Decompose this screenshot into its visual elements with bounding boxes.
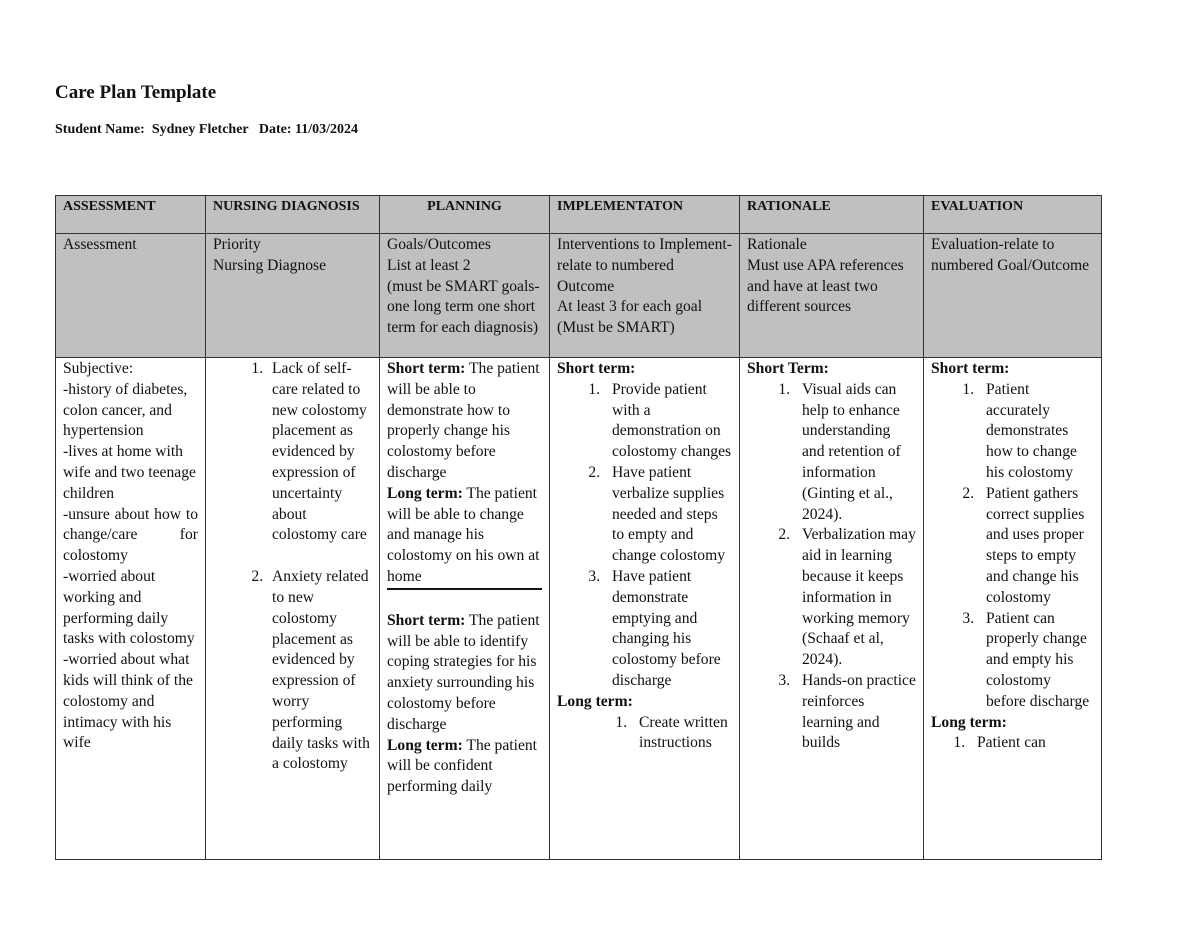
evaluation-long-list [931,733,1094,754]
header-rationale: RATIONALE [740,196,924,234]
rationale-list [747,380,916,754]
subheader-implementation: Interventions to Implement-relate to numbered Outcome At least 3 for each goal (Must be SMART) [550,234,740,358]
assessment-item: -worried about what kids will think of the colostomy and intimacy with his wife [63,651,193,752]
diagnosis-item: 2. Anxiety related to new colostomy placement as evidenced by expression of worry performing daily tasks with a colostomy [267,567,372,775]
planning-term-label: Long term: [387,736,463,754]
planning-term-label: Long term: [387,484,463,502]
evaluation-item: 1. Patient can [969,733,1094,754]
rationale-item: 2. Verbalization may aid in learning because it keeps information in working memory (Schaaf et al, 2024). [794,525,916,671]
assessment-item: -lives at home with wife and two teenage children [63,443,196,502]
planning-term-label: Short term: [387,611,466,629]
planning-goal-text: The patient will be able to demonstrate how to properly change his colostomy before discharge [387,360,540,481]
subheader-diagnosis: Priority Nursing Diagnose [206,234,380,358]
implementation-long-label: Long term: [557,692,633,710]
implementation-cell [550,358,740,860]
subheader-planning: Goals/Outcomes List at least 2 (must be SMART goals-one long term one short term for each diagnosis) [380,234,550,358]
implementation-item: 3. Have patient demonstrate emptying and changing his colostomy before discharge [604,567,732,692]
assessment-item: -history of diabetes, colon cancer, and hypertension [63,380,188,440]
header-nursing-diagnosis: NURSING DIAGNOSIS [206,196,380,234]
header-planning: PLANNING [380,196,550,234]
header-row [56,196,1102,234]
planning-goal-text: The patient will be able to change and manage his colostomy on his own at home [387,484,540,585]
rationale-cell [740,358,924,860]
header-evaluation: EVALUATION [924,196,1102,234]
planning-cell [380,358,550,860]
planning-term-label: Short term: [387,360,466,377]
assessment-item: -worried about working and performing daily tasks with colostomy [63,567,195,648]
evaluation-item: 2. Patient gathers correct supplies and uses proper steps to empty and change his colostomy [978,484,1094,609]
planning-goal [387,611,542,736]
subheader-assessment: Assessment [56,234,206,358]
evaluation-item: 1. Patient accurately demonstrates how to change his colostomy [978,380,1094,484]
diagnosis-cell [206,358,380,860]
student-info: Student Name: Sydney Fletcher Date: 11/03/2024 [55,122,359,137]
rationale-short-label: Short Term: [747,360,829,377]
assessment-label: Subjective: [63,360,134,377]
subheader-row [56,234,1102,358]
implementation-item: 2. Have patient verbalize supplies needed and steps to empty and change colostomy [604,463,732,567]
implementation-short-list [557,380,732,692]
implementation-short-label: Short term: [557,360,636,377]
page-title: Care Plan Template [55,82,217,103]
diagnosis-item: 1. Lack of self-care related to new colostomy placement as evidenced by expression of uncertainty about colostomy care [267,359,372,546]
care-plan-table [55,195,1102,860]
evaluation-short-list [931,380,1094,713]
planning-goal [387,484,542,590]
rationale-item: 1. Visual aids can help to enhance understanding and retention of information (Ginting et al., 2024). [794,380,916,526]
assessment-cell [56,358,206,860]
planning-goal-text: The patient will be able to identify coping strategies for his anxiety surrounding his colostomy before discharge [387,611,540,733]
subheader-rationale: Rationale Must use APA references and have at least two different sources [740,234,924,358]
header-assessment: ASSESSMENT [56,196,206,234]
evaluation-long-label: Long term: [931,713,1007,731]
rationale-item: 3. Hands-on practice reinforces learning and builds [794,671,916,754]
planning-goal [387,359,542,484]
implementation-item: 1. Provide patient with a demonstration on colostomy changes [604,380,732,463]
implementation-long-list [557,713,732,755]
evaluation-short-label: Short term: [931,360,1010,377]
care-plan-body-row [56,358,1102,860]
evaluation-item: 3. Patient can properly change and empty his colostomy before discharge [978,609,1094,713]
diagnosis-list [213,359,372,775]
implementation-item: 1. Create written instructions [631,713,732,755]
assessment-item: -unsure about how to change/care for colostomy [63,505,198,565]
header-implementation: IMPLEMENTATON [550,196,740,234]
planning-goal [387,736,542,798]
subheader-evaluation: Evaluation-relate to numbered Goal/Outcome [924,234,1102,358]
evaluation-cell [924,358,1102,860]
planning-goal-text: The patient will be confident performing daily [387,736,537,796]
